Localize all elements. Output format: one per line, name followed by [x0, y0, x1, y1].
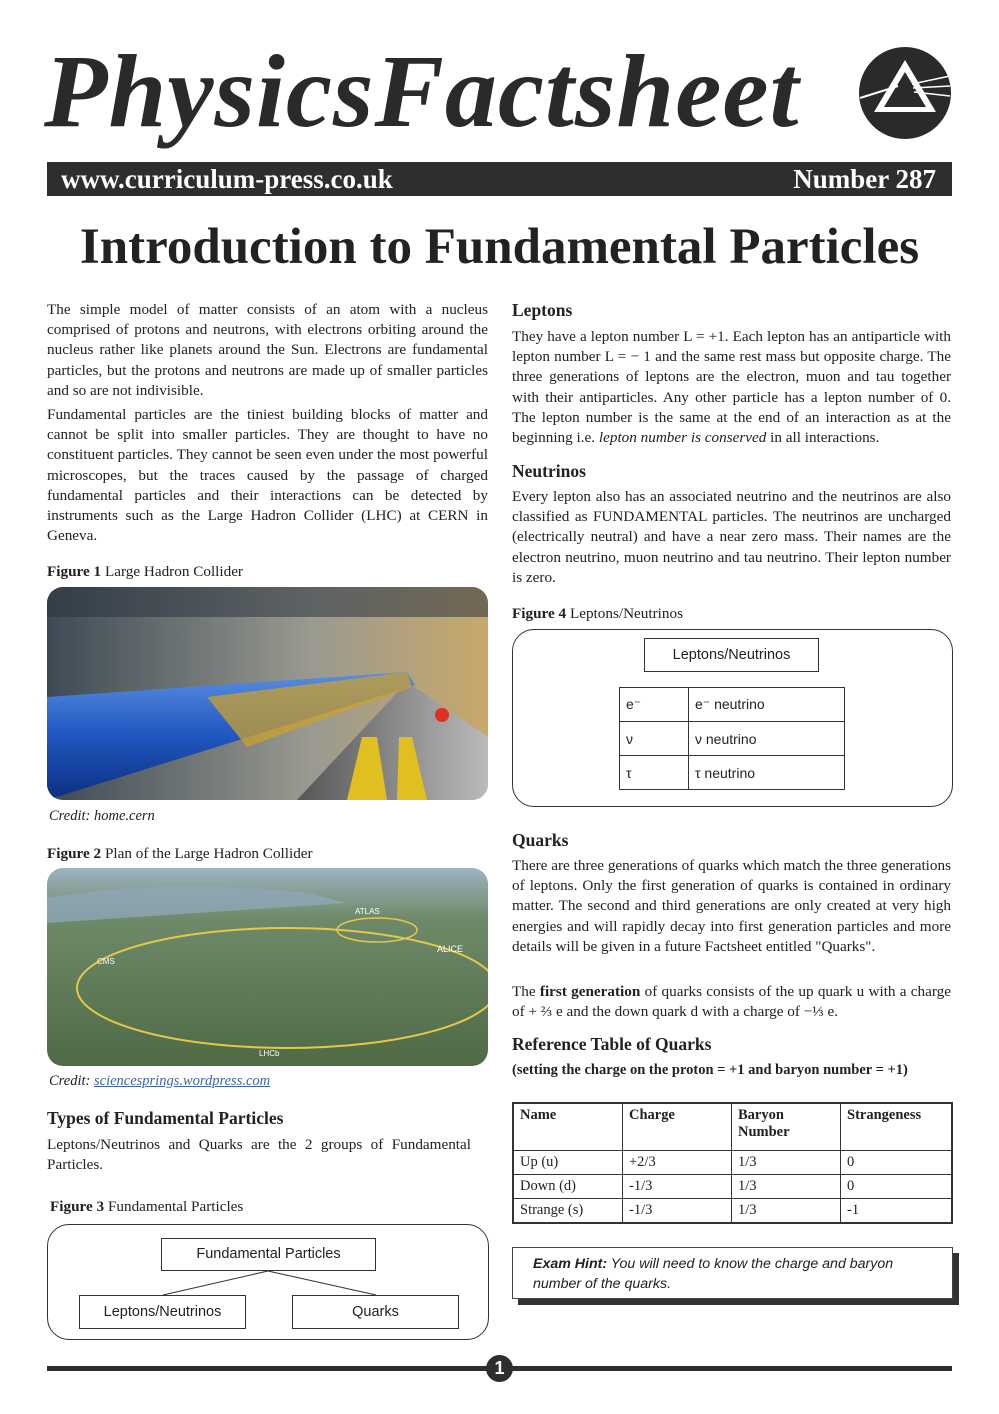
figure1-caption [47, 563, 243, 581]
figure2-title: Plan of the Large Hadron Collider [104, 845, 313, 862]
lhc-plan-photo [47, 868, 488, 1066]
intro-paragraph-1: The simple model of matter consists of an atom with a nucleus comprised of protons and neutrons, with electrons orbiting around the nucleus rather like planets around the Sun. Electrons are fundamental particles, but the protons and neutrons are made up of smaller particles and so are not indivisible. [47, 301, 488, 399]
table-row: Strange (s) -1/3 1/3 -1 [513, 1199, 952, 1224]
types-text: Leptons/Neutrinos and Quarks are the 2 groups of Fundamental Particles. [47, 1136, 471, 1174]
neutrino-cell: τ neutrino [689, 756, 845, 790]
neutrinos-heading: Neutrinos [512, 461, 586, 481]
figure1-credit: Credit: home.cern [49, 808, 155, 824]
website-url[interactable]: www.curriculum-press.co.uk [61, 164, 393, 194]
map-label-cms: CMS [97, 957, 115, 966]
figure4-title: Leptons/Neutrinos [569, 605, 683, 622]
page-title: Introduction to Fundamental Particles [79, 219, 920, 275]
leptons-heading: Leptons [512, 300, 573, 320]
intro-section [47, 300, 488, 546]
header-bar [47, 162, 952, 196]
map-label-lhcb: LHCb [259, 1049, 280, 1058]
page-number: 1 [486, 1355, 513, 1382]
figure4-label: Figure 4 [512, 605, 567, 622]
reference-subheading: (setting the charge on the proton = +1 and baryon number = +1) [512, 1062, 908, 1078]
types-heading: Types of Fundamental Particles [47, 1108, 284, 1128]
column-header: Baryon Number [732, 1103, 841, 1151]
reference-heading: Reference Table of Quarks [512, 1034, 712, 1054]
figure1-title: Large Hadron Collider [104, 563, 243, 580]
table-row [620, 688, 845, 722]
exam-hint-box [512, 1247, 953, 1299]
figure4-diagram [512, 629, 953, 807]
figure2-caption [47, 845, 313, 863]
map-label-alice: ALICE [437, 944, 464, 954]
quarks-reference-table [512, 1102, 953, 1224]
neutrino-cell: e⁻ neutrino [689, 688, 845, 722]
logo-physics: Physics [44, 34, 375, 149]
figure1-label: Figure 1 [47, 563, 102, 580]
lepton-cell: ν [620, 722, 689, 756]
figure3-title: Fundamental Particles [107, 1198, 244, 1215]
node-fundamental-particles: Fundamental Particles [161, 1238, 376, 1271]
leptons-neutrinos-title-box: Leptons/Neutrinos [644, 638, 819, 672]
leptons-text: They have a lepton number L = +1. Each lepton has an antiparticle with lepton number L = − 1 and the same rest mass but opposite charge. The three generations of leptons are the electron, muon and tau together with their antiparticles. Any other particle has a lepton number of 0. The lepton number is the same at the end of an interaction as at the beginning i.e. lepton number is conserved in all interactions. [512, 328, 951, 447]
exam-hint-label: Exam Hint: [533, 1256, 608, 1272]
table-row [620, 722, 845, 756]
figure3-caption [50, 1198, 243, 1216]
lhc-tunnel-photo [47, 587, 488, 800]
neutrinos-text: Every lepton also has an associated neutrino and the neutrinos are also classified as FUNDAMENTAL particles. The neutrinos are uncharged (electrically neutral) and have a near zero mass. Their names are the electron neutrino, muon neutrino and tau neutrino. Their lepton number is zero. [512, 488, 951, 586]
lepton-cell: τ [620, 756, 689, 790]
quarks-heading: Quarks [512, 830, 569, 850]
map-label-atlas: ATLAS [355, 907, 380, 916]
figure2-credit: Credit: sciencesprings.wordpress.com [49, 1073, 271, 1089]
exam-hint-text: You will need to know the charge and baryon number of the quarks. [533, 1256, 894, 1292]
table-row: Up (u) +2/3 1/3 0 [513, 1151, 952, 1175]
logo-wordmark [44, 34, 800, 149]
factsheet-number: Number 287 [793, 164, 936, 194]
figure3-label: Figure 3 [50, 1198, 105, 1215]
column-header: Name [513, 1103, 623, 1151]
node-leptons-neutrinos: Leptons/Neutrinos [79, 1295, 246, 1329]
quarks-paragraph-2: The first generation of quarks consists of the up quark u with a charge of + ⅔ e and the down quark d with a charge of −⅓ e. [512, 983, 951, 1021]
lepton-cell: e⁻ [620, 688, 689, 722]
column-header: Charge [623, 1103, 732, 1151]
neutrino-cell: ν neutrino [689, 722, 845, 756]
node-quarks: Quarks [292, 1295, 459, 1329]
leptons-neutrinos-table [619, 687, 845, 790]
figure3-diagram [47, 1224, 489, 1340]
logo-factsheet: Factsheet [374, 34, 800, 149]
credit-link[interactable]: sciencesprings.wordpress.com [93, 1073, 271, 1089]
figure4-caption [512, 605, 683, 623]
intro-paragraph-2: Fundamental particles are the tiniest building blocks of matter and cannot be split into smaller particles. They are thought to have no constituent particles. They cannot be seen even under the most powerful microscopes, but the traces caused by the passage of charged fundamental particles and their interactions can be detected by instruments such as the Large Hadron Collider (LHC) at CERN in Geneva. [47, 406, 488, 545]
quarks-paragraph-1: There are three generations of quarks which match the three generations of leptons. Only the first generation of quarks is contained in ordinary matter. The second and third generations are only created at very high energies and will rapidly decay into first generation particles and more details will be given in a future Factsheet entitled "Quarks". [512, 857, 951, 955]
column-header: Strangeness [841, 1103, 953, 1151]
table-header-row [513, 1103, 952, 1151]
table-row [620, 756, 845, 790]
figure2-label: Figure 2 [47, 845, 102, 862]
table-row: Down (d) -1/3 1/3 0 [513, 1175, 952, 1199]
prism-logo-icon [858, 46, 952, 140]
